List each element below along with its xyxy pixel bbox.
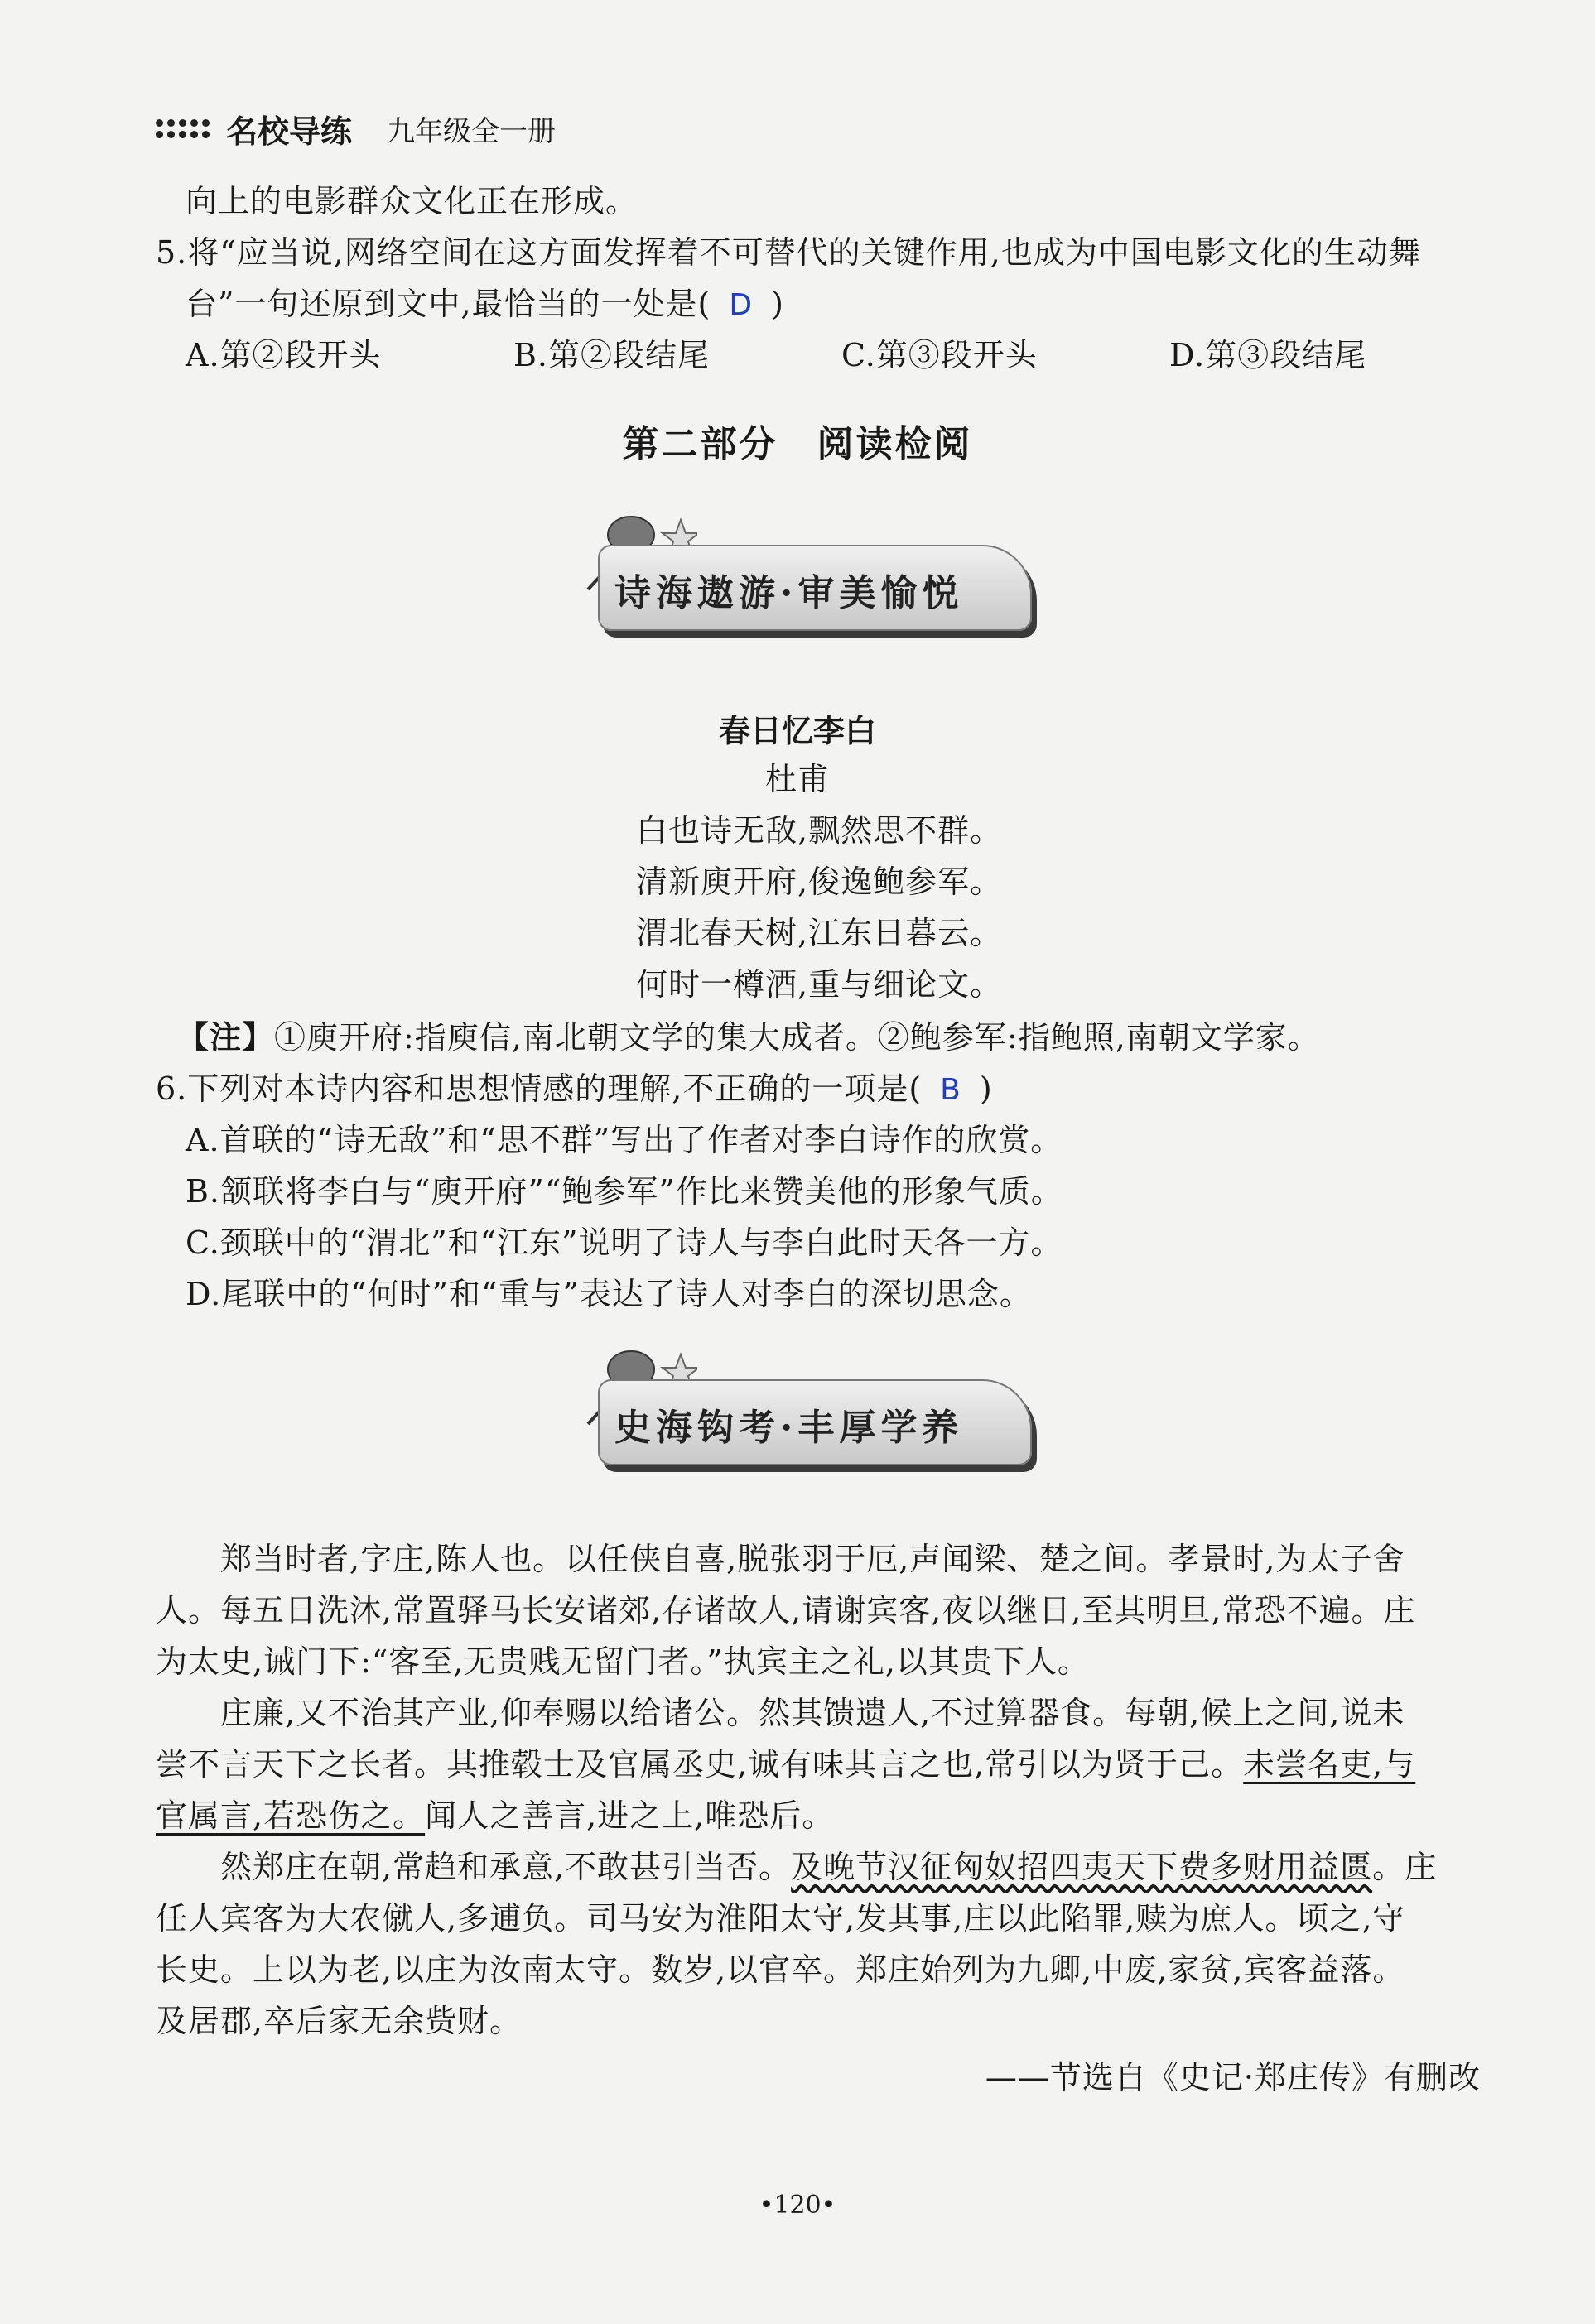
- source-citation: ——节选自《史记·郑庄传》有删改: [985, 2059, 1481, 2095]
- poem-line-3: 渭北春天树,江东日暮云。: [636, 915, 1003, 951]
- q6-option-d: D.尾联中的“何时”和“重与”表达了诗人对李白的深切思念。: [186, 1276, 1032, 1312]
- prose-p2-line2: [156, 1739, 1415, 1790]
- q5-option-d: D.第③段结尾: [1169, 337, 1367, 373]
- prose-p3-line1: [220, 1841, 1437, 1893]
- q5-stem-line1: 5.将“应当说,网络空间在这方面发挥着不可替代的关键作用,也成为中国电影文化的生动舞: [156, 234, 1421, 271]
- prose-p2-line1: 庄廉,又不治其产业,仰奉赐以给诸公。然其馈遗人,不过算器食。每朝,候上之间,说未: [220, 1695, 1405, 1731]
- prose-p1-line1: 郑当时者,字庄,陈人也。以任侠自喜,脱张羽于厄,声闻梁、楚之间。孝景时,为太子舍: [220, 1541, 1405, 1577]
- q6-stem-post: ): [979, 1071, 993, 1107]
- q5-option-b: B.第②段结尾: [513, 337, 711, 373]
- poem-title: 春日忆李白: [718, 713, 876, 749]
- banner-label: 诗海遨游·审美愉悦: [614, 572, 964, 614]
- poem-line-4: 何时一樽酒,重与细论文。: [636, 966, 1003, 1003]
- page-number: •120•: [759, 2191, 836, 2220]
- poem-note: [177, 1012, 1320, 1063]
- underlined-sentence-cont: 官属言,若恐伤之。: [156, 1797, 426, 1834]
- prose-p3-line1-end: 。庄: [1372, 1849, 1438, 1885]
- dots-logo-icon: [156, 119, 210, 138]
- banner-label: 史海钩考·丰厚学养: [614, 1407, 964, 1449]
- q6-stem-pre: 6.下列对本诗内容和思想情感的理解,不正确的一项是(: [156, 1071, 923, 1107]
- q6-option-c: C.颈联中的“渭北”和“江东”说明了诗人与李白此时天各一方。: [186, 1225, 1063, 1261]
- poem-line-1: 白也诗无敌,飘然思不群。: [636, 812, 1003, 849]
- note-tag: 【注】: [177, 1019, 275, 1056]
- prose-p1-line2: 人。每五日洗沐,常置驿马长安诸郊,存诸故人,请谢宾客,夜以继日,至其明旦,常恐不遍。庄: [156, 1592, 1416, 1629]
- brand-title: 名校导练: [226, 113, 353, 150]
- q6-stem: [156, 1063, 993, 1116]
- wavy-underlined-sentence: 及晚节汉征匈奴招四夷天下费多财用益匮: [791, 1849, 1373, 1885]
- section-title: 第二部分 阅读检阅: [622, 423, 973, 465]
- banner-history: [565, 1338, 1029, 1462]
- prose-p3-line1-text: 然郑庄在朝,常趋和承意,不敢甚引当否。: [220, 1849, 792, 1885]
- q5-stem-pre: 台”一句还原到文中,最恰当的一处是(: [186, 286, 711, 322]
- poem-line-2: 清新庾开府,俊逸鲍参军。: [636, 864, 1003, 900]
- prose-p2-line3: [156, 1790, 834, 1841]
- q5-stem-post: ): [771, 286, 784, 322]
- q5-stem-line2: [186, 278, 784, 331]
- q5-option-c: C.第③段开头: [841, 337, 1038, 373]
- underlined-sentence: 未尝名吏,与: [1243, 1746, 1416, 1783]
- page-header: [156, 106, 556, 152]
- prose-p2-line3-text: 闻人之善言,进之上,唯恐后。: [425, 1797, 835, 1834]
- banner-poetry: [565, 503, 1029, 628]
- prose-p3-line3: 长史。上以为老,以庄为汝南太守。数岁,以官卒。郑庄始列为九卿,中废,家贫,宾客益落。: [156, 1951, 1405, 1988]
- poem-author: 杜甫: [764, 761, 830, 797]
- note-text: ①庾开府:指庾信,南北朝文学的集大成者。②鲍参军:指鲍照,南朝文学家。: [274, 1019, 1320, 1056]
- prose-p3-line4: 及居郡,卒后家无余赀财。: [156, 2003, 523, 2039]
- q5-option-a: A.第②段开头: [186, 337, 382, 373]
- prose-p3-line2: 任人宾客为大农僦人,多逋负。司马安为淮阳太守,发其事,庄以此陷罪,赎为庶人。顷之,守: [156, 1900, 1405, 1937]
- q5-continuation: 向上的电影群众文化正在形成。: [186, 183, 638, 219]
- q6-answer: B: [940, 1073, 961, 1107]
- q5-answer: D: [729, 288, 754, 322]
- prose-p1-line3: 为太史,诫门下:“客至,无贵贱无留门者。”执宾主之礼,以其贵下人。: [156, 1643, 1090, 1680]
- grade-label: 九年级全一册: [387, 115, 557, 148]
- q6-option-b: B.颔联将李白与“庾开府”“鲍参军”作比来赞美他的形象气质。: [186, 1173, 1063, 1210]
- q6-option-a: A.首联的“诗无敌”和“思不群”写出了作者对李白诗作的欣赏。: [186, 1122, 1063, 1158]
- prose-p2-line2-text: 尝不言天下之长者。其推毂士及官属丞史,诚有味其言之也,常引以为贤于己。: [156, 1746, 1244, 1783]
